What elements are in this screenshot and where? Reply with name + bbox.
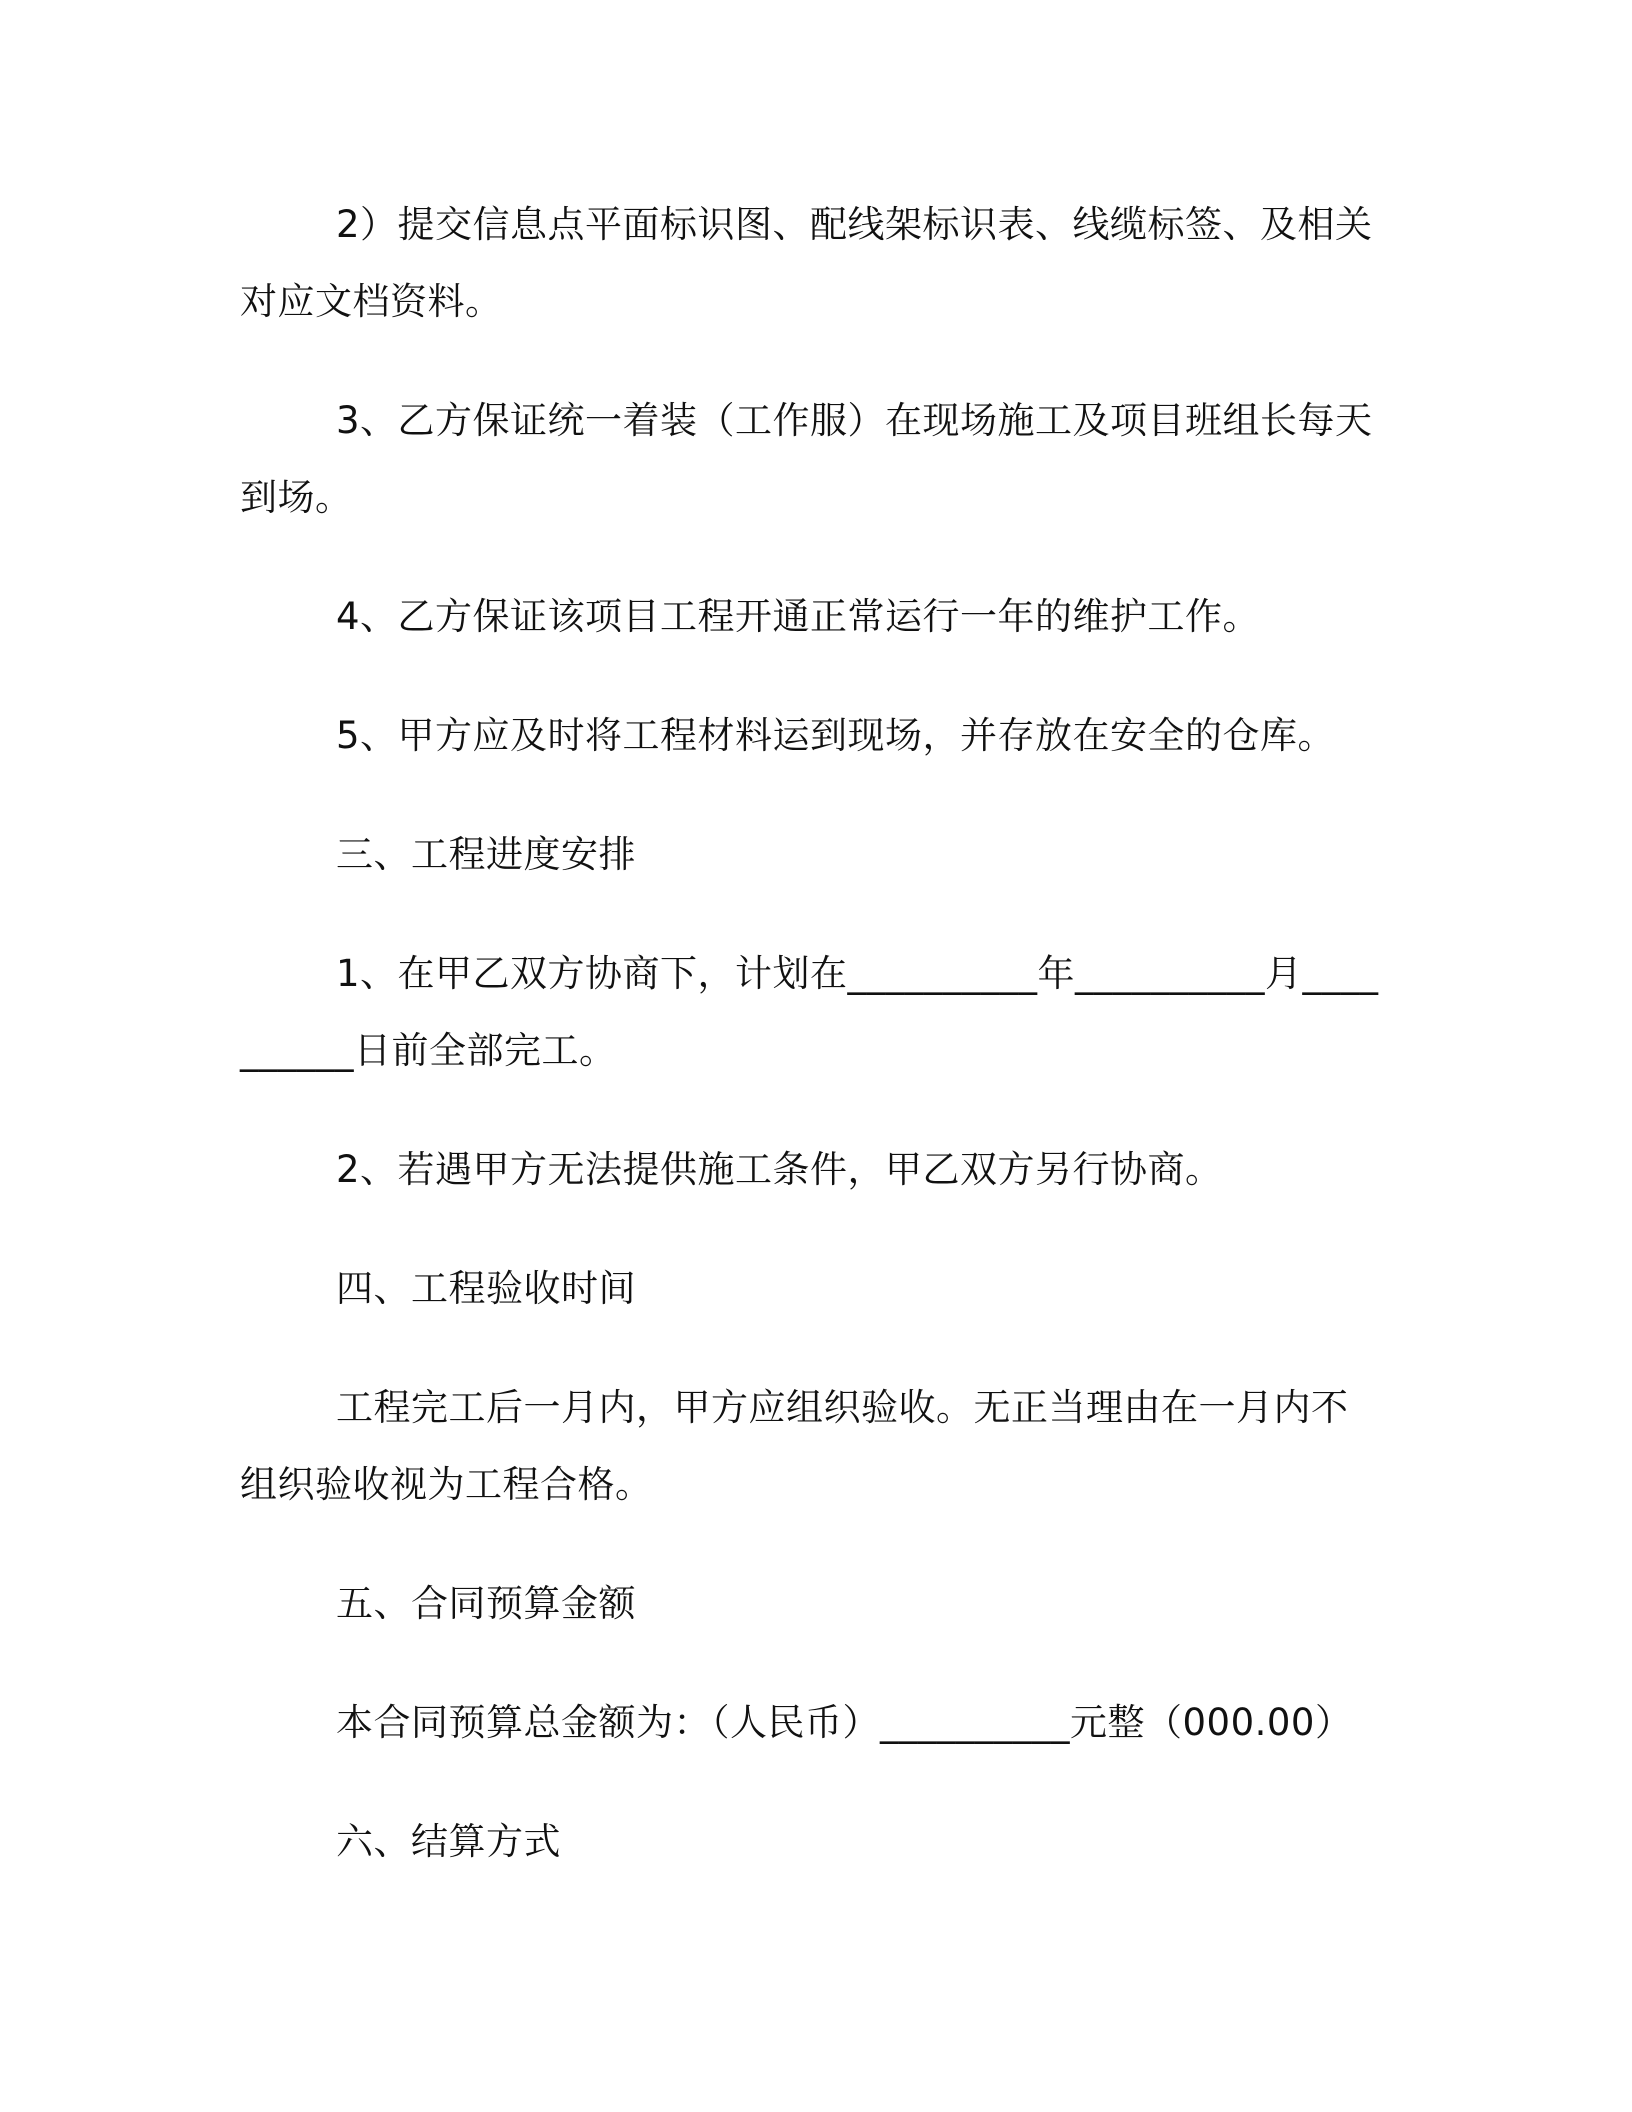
- section-heading-acceptance: 四、工程验收时间: [336, 1267, 636, 1310]
- section-heading-schedule: 三、工程进度安排: [336, 833, 636, 876]
- clause-2-submit-docs: 2）提交信息点平面标识图、配线架标识表、线缆标签、及相关对应文档资料。: [240, 203, 1373, 323]
- section-heading-settlement: 六、结算方式: [336, 1820, 561, 1863]
- budget-clause: 本合同预算总金额为：（人民币）__________元整（000.00）: [336, 1701, 1353, 1744]
- clause-3-uniform: 3、乙方保证统一着装（工作服）在现场施工及项目班组长每天到场。: [240, 399, 1373, 519]
- acceptance-clause: 工程完工后一月内，甲方应组织验收。无正当理由在一月内不组织验收视为工程合格。: [240, 1386, 1349, 1506]
- schedule-clause-1: 1、在甲乙双方协商下，计划在__________年__________月__________日前全部完工。: [240, 952, 1379, 1072]
- document-body: [240, 186, 1380, 1922]
- schedule-clause-2: 2、若遇甲方无法提供施工条件，甲乙双方另行协商。: [336, 1148, 1223, 1191]
- clause-4-maintenance: 4、乙方保证该项目工程开通正常运行一年的维护工作。: [336, 595, 1261, 638]
- section-heading-budget: 五、合同预算金额: [336, 1582, 636, 1625]
- clause-5-materials: 5、甲方应及时将工程材料运到现场，并存放在安全的仓库。: [336, 714, 1336, 757]
